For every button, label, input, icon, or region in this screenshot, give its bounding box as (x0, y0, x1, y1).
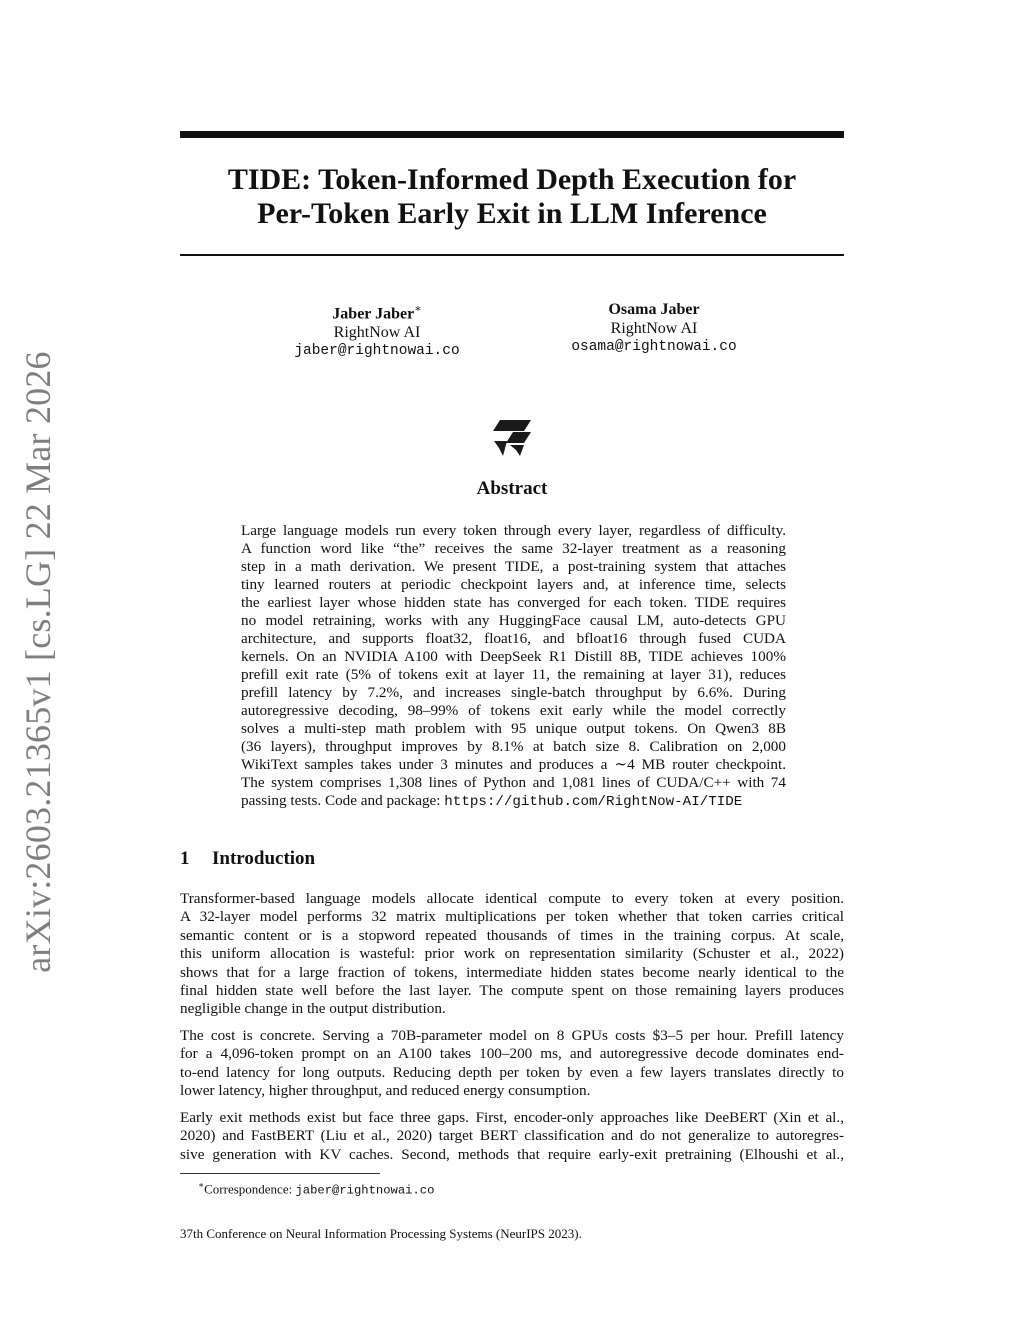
body-line: to-end latency for long outputs. Reducing depth per token by even a few layers translates directly to (180, 1063, 844, 1081)
title-line: TIDE: Token-Informed Depth Execution for (227, 163, 797, 196)
author-email[interactable]: jaber@rightnowai.co (294, 343, 460, 360)
author-name: Osama Jaber (608, 301, 700, 318)
arxiv-identifier: arXiv:2603.21365v1 [cs.LG] 22 Mar 2026 (18, 351, 58, 973)
title-bottom-rule (180, 254, 844, 256)
section-title: Introduction (212, 848, 316, 869)
body-line: lower latency, higher throughput, and reduced energy consumption. (180, 1082, 591, 1100)
author-email[interactable]: osama@rightnowai.co (571, 339, 737, 355)
body-line: The cost is concrete. Serving a 70B-parameter model on 8 GPUs costs $3–5 per hour. Prefill latency (180, 1027, 844, 1044)
abstract-line: WikiText samples takes under 3 minutes and produces a ∼4 MB router checkpoint. (241, 756, 786, 773)
abstract-heading: Abstract (476, 478, 548, 499)
arxiv-side-stamp (18, 351, 58, 973)
body-line: shows that for a large fraction of tokens, intermediate hidden states become nearly identical to the (180, 963, 844, 981)
abstract-line: architecture, and supports float32, float16, and bfloat16 through fused CUDA (241, 630, 786, 647)
body-line: sive generation with KV caches. Second, methods that require early-exit pretraining (Elhoushi et al., (180, 1145, 844, 1163)
abstract-line: prefill latency by 7.2%, and increases single-batch throughput by 6.6%. During (241, 684, 786, 701)
abstract-line: The system comprises 1,308 lines of Python and 1,081 lines of CUDA/C++ with 74 (241, 774, 786, 791)
body-line: 2020) and FastBERT (Liu et al., 2020) target BERT classification and do not generalize to autoregres- (180, 1127, 844, 1145)
abstract-line: no model retraining, works with any HuggingFace causal LM, auto-detects GPU (241, 612, 786, 629)
footnote-email[interactable]: jaber@rightnowai.co (295, 1183, 435, 1198)
abstract-line: passing tests. Code and package: https://github.com/RightNow-AI/TIDE (241, 792, 743, 810)
abstract-line: autoregressive decoding, 98–99% of tokens exit early while the model correctly (241, 702, 786, 719)
author-block (504, 300, 804, 357)
venue-note: 37th Conference on Neural Information Processing Systems (NeurIPS 2023). (180, 1226, 582, 1241)
abstract-line: tiny learned routers at periodic checkpoint layers and, at inference time, selects (241, 576, 786, 593)
section-number: 1 (180, 848, 190, 869)
body-line: negligible change in the output distribution. (180, 1000, 446, 1018)
body-line: A 32-layer model performs 32 matrix multiplications per token whether that token carries critical (180, 908, 844, 926)
abstract-line: Large language models run every token through every layer, regardless of difficulty. (241, 522, 786, 539)
abstract-text (241, 522, 786, 811)
abstract-line: A function word like “the” receives the same 32-layer treatment as a reasoning (241, 540, 786, 557)
footnote-mark: ∗ (414, 303, 422, 315)
body-line: Early exit methods exist but face three gaps. First, encoder-only approaches like DeeBERT (Xin et al., (180, 1109, 844, 1126)
body-line: this uniform allocation is wasteful: prior work on representation similarity (Schuster et al., 2022) (180, 945, 844, 963)
body-line: final hidden state well before the last layer. The compute spent on those remaining layers produces (180, 982, 844, 1000)
footnote-label: Correspondence: (204, 1181, 296, 1197)
author-affiliation: RightNow AI (610, 320, 698, 337)
body-line: semantic content or is a stopword repeated thousands of times in the training corpus. At scale, (180, 926, 844, 944)
body-line: for a 4,096-token prompt on an A100 takes 100–200 ms, and autoregressive decode dominates end- (180, 1045, 844, 1063)
body-paragraph (180, 1027, 844, 1101)
abstract-line: step in a math derivation. We present TIDE, a post-training system that attaches (241, 558, 786, 575)
section-heading (180, 848, 315, 870)
abstract-line: (36 layers), throughput improves by 8.1% at batch size 8. Calibration on 2,000 (241, 738, 786, 755)
rightnow-logo-icon (491, 418, 533, 458)
abstract-line: prefill exit rate (5% of tokens exit at layer 11, the remaining at layer 31), reduces (241, 666, 786, 683)
footnote-mark: ∗ (198, 1180, 205, 1190)
title-line: Per-Token Early Exit in LLM Inference (257, 197, 767, 230)
abstract-line: kernels. On an NVIDIA A100 with DeepSeek R1 Distill 8B, TIDE achieves 100% (241, 648, 786, 665)
abstract-line: solves a multi-step math problem with 95 unique output tokens. On Qwen3 8B (241, 720, 786, 737)
body-paragraph (180, 1109, 844, 1164)
paper-title (180, 163, 844, 231)
code-link[interactable]: https://github.com/RightNow-AI/TIDE (444, 794, 743, 810)
author-affiliation: RightNow AI (333, 324, 421, 342)
author-name: Jaber Jaber∗ (332, 303, 422, 323)
footnote (198, 1177, 434, 1198)
body-paragraph (180, 890, 844, 1019)
footnote-rule (180, 1173, 380, 1174)
abstract-line: the earliest layer whose hidden state has converged for each token. TIDE requires (241, 594, 786, 611)
body-line: Transformer-based language models allocate identical compute to every token at every position. (180, 890, 844, 907)
title-top-rule (180, 131, 844, 138)
author-block (227, 300, 527, 361)
